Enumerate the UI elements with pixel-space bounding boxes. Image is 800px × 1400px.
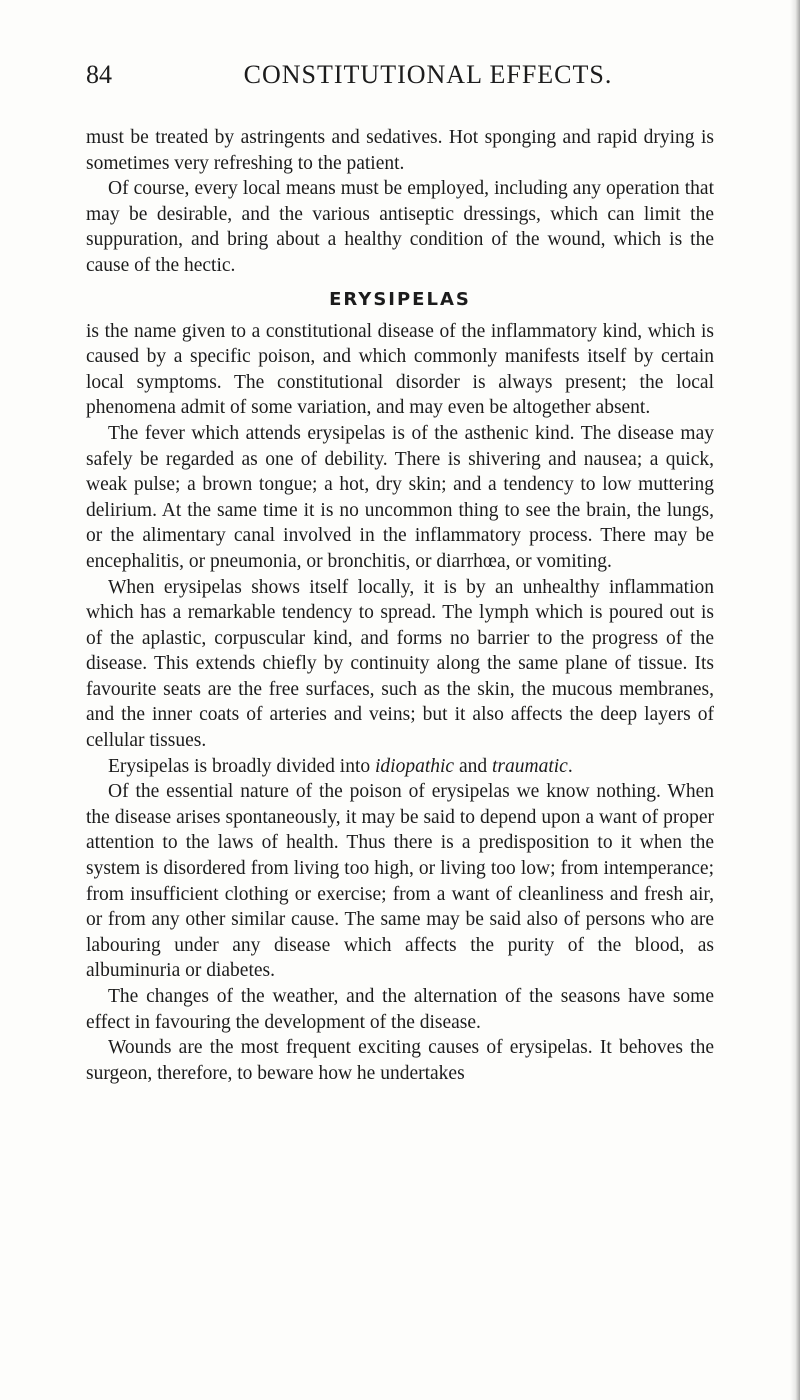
page-number: 84 <box>86 60 112 89</box>
running-title: CONSTITUTIONAL EFFECTS. <box>243 60 613 89</box>
paragraph-continuation: must be treated by astringents and sedatives. Hot sponging and rapid drying is sometimes very refreshing to the patient. <box>86 127 714 174</box>
classification-text-after: . <box>567 755 573 777</box>
text-body <box>86 125 714 1086</box>
paragraph-classification <box>86 754 714 780</box>
paragraph-nature-of-poison: Of the essential nature of the poison of erysipelas we know nothing. When the disease arises spontaneously, it may be said to depend upon a want of proper attention to the laws of health. Thus there is a predisposition to it when the system is disordered from living too high, or living too low; from intemperance; from insufficient clothing or exercise; from a want of cleanliness and fresh air, or from any other similar cause. The same may be said also of persons who are labouring under any disease which affects the purity of the blood, as albuminuria or diabetes. <box>86 781 714 982</box>
paragraph-wounds: Wounds are the most frequent exciting causes of erysipelas. It behoves the surgeon, therefore, to beware how he undertakes <box>86 1037 714 1084</box>
page-edge-shadow <box>790 0 800 1400</box>
running-head <box>86 60 714 94</box>
paragraph-fever: The fever which attends erysipelas is of the asthenic kind. The disease may safely be regarded as one of debility. There is shivering and nausea; a quick, weak pulse; a brown tongue; a hot, dry skin; and a tendency to low muttering delirium. At the same time it is no uncommon thing to see the brain, the lungs, or the alimentary canal involved in the inflammatory process. There may be encephalitis, or pneumonia, or bronchitis, or diarrhœa, or vomiting. <box>86 422 714 572</box>
section-heading-erysipelas: ERYSIPELAS <box>329 288 471 310</box>
term-traumatic: traumatic <box>492 755 568 777</box>
paragraph-local-means: Of course, every local means must be employed, including any operation that may be desirable, and the various antiseptic dressings, which can limit the suppuration, and bring about a healthy condition of the wound, which is the cause of the hectic. <box>86 178 714 276</box>
term-idiopathic: idiopathic <box>375 755 455 777</box>
classification-text-before: Erysipelas is broadly divided into <box>108 755 376 777</box>
paragraph-definition: is the name given to a constitutional disease of the inflammatory kind, which is caused by a specific poison, and which commonly manifests itself by certain local symptoms. The constitutional disorder is always present; the local phenomena admit of some variation, and may even be altogether absent. <box>86 320 714 419</box>
paragraph-local-inflammation: When erysipelas shows itself locally, it is by an unhealthy inflammation which has a remarkable tendency to spread. The lymph which is poured out is of the aplastic, corpuscular kind, and forms no barrier to the progress of the disease. This extends chiefly by continuity along the same plane of tissue. Its favourite seats are the free surfaces, such as the skin, the mucous membranes, and the inner coats of arteries and veins; but it also affects the deep layers of cellular tissues. <box>86 576 714 752</box>
classification-text-middle: and <box>454 755 492 777</box>
paragraph-weather: The changes of the weather, and the alternation of the seasons have some effect in favouring the development of the disease. <box>86 986 714 1033</box>
